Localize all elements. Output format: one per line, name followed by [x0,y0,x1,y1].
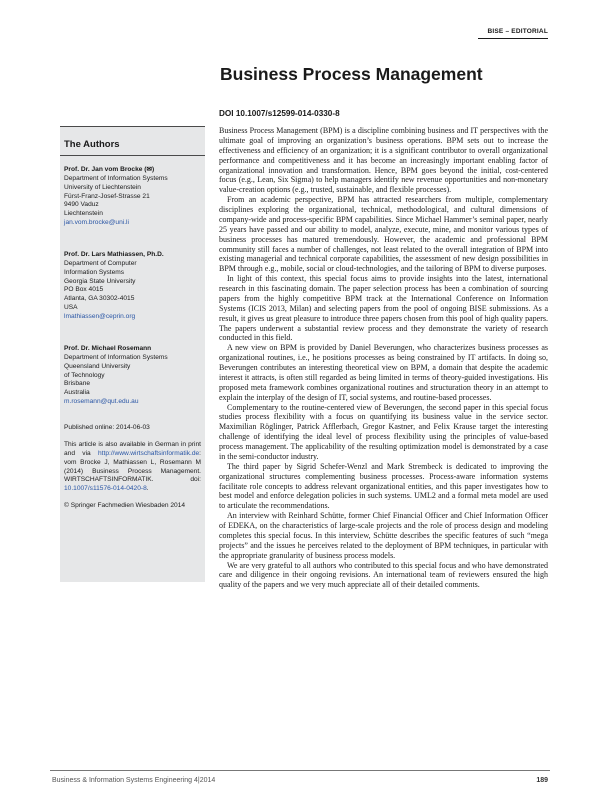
author-affiliation-line: Georgia State University [64,277,136,285]
body-paragraph: A new view on BPM is provided by Daniel Beverungen, who characterizes business processes as organizational routines, i.e., he positions processes as being constrained by IT artifacts. In doing so, Beverungen contributes an interesting theoretical view on BPM, a domain that despite the academic interest it attracts, is often still regarded as being limited in terms of theory-guided investigations. His proposed meta framework combines organizational routines and structuration theory in an attempt to explain the interplay of the design of IT, social systems, and routine-based processes. [219,343,548,402]
author-block [64,345,204,407]
author-affiliation-line: Information Systems [64,268,125,276]
body-paragraph: The third paper by Sigrid Schefer-Wenzl and Mark Strembeck is dedicated to improving the organizational structures complementing business processes. Process-aware information systems facilitate role concepts to address relevant organizational entities, and this paper investigates how to best model and enforce delegation policies in such systems. UML2 and a formal meta model are used to articulate the recommendations. [219,461,548,511]
author-affiliation-line: Department of Computer [64,259,137,267]
body-paragraph: Business Process Management (BPM) is a discipline combining business and IT perspectives with the ultimate goal of improving an organization’s business operations. BPM sets out to increase the effectiveness and efficiency of an organization; it is a significant contributor to overall organizational performance and competitiveness and it has become an increasingly important enabling factor of organizational innovation and transformation. Hence, BPM goes beyond the initial, cost-centered focus (e.g., Lean, Six Sigma) to help managers identify new revenue opportunities and non-monetary value-creation options (e.g., trusted, sustainable, and flexible processes). [219,126,548,195]
authors-sidebar [60,126,205,582]
note-text: This article is also available in German in print and via [64,441,201,457]
author-affiliation-line: Queensland University [64,362,131,370]
wirtschaftsinformatik-link[interactable]: http://www.wirtschaftsinformatik.de [98,449,200,457]
author-affiliation-line: Brisbane [64,380,91,388]
author-block [64,166,204,228]
sidebar-heading-rule [60,155,205,156]
author-affiliation-line: USA [64,304,78,312]
author-affiliation-line: Department of Information Systems [64,353,168,361]
sidebar-heading: The Authors [64,139,120,150]
author-affiliation-line: Fürst-Franz-Josef-Strasse 21 [64,192,150,200]
author-name: Prof. Dr. Michael Rosemann [64,345,152,352]
note-text: : vom Brocke J, Mathiassen L, Rosemann M (2014) Business Process Management. WIRTSCHAFTSINFORMATIK. doi: [64,449,201,484]
article-body [219,126,548,590]
article-doi[interactable]: DOI 10.1007/s12599-014-0330-8 [219,109,340,118]
journal-footer: Business & Information Systems Engineering 4|2014 [52,777,216,784]
section-tag-rule [478,38,548,39]
body-paragraph: Complementary to the routine-centered view of Beverungen, the second paper in this special focus studies process flexibility with a focus on quantifying its business value in the service sector. Maximilian Röglinger, Patrick Afflerbach, Gregor Kastner, and Felix Krause target the interesting challenge of identifying the ideal level of process flexibility using the principles of value-based process management. The applicability of the resulting optimization model is demonstrated by a case in the semi-conductor industry. [219,402,548,461]
author-affiliation-line: PO Box 4015 [64,286,104,294]
author-affiliation-line: Department of Information Systems [64,174,168,182]
author-affiliation-line: Australia [64,389,90,397]
body-paragraph: From an academic perspective, BPM has attracted researchers from multiple, complementary disciplines exploring the organizational, technical, methodological, and cultural dimensions of company-wide and process-specific BPM capabilities. Since Michael Hammer’s seminal paper, nearly 25 years have passed and our ability to model, analyze, execute, mine, and monitor various types of business processes has matured tremendously. However, the academic and professional BPM community still faces a number of challenges, not least related to the overall integration of BPM into existing managerial and technical corporate capabilities, the assessment of new design possibilities in BPM through e.g., mobile, social or cloud-technologies, and the tailoring of BPM to diverse purposes. [219,195,548,274]
body-paragraph: In light of this context, this special focus aims to provide insights into the latest, international research in this fascinating domain. The paper selection process has been a combination of sourcing papers from the highly competitive BPM track at the International Conference on Information Systems (ICIS 2013, Milan) and selecting papers from the pool of ongoing BISE submissions. As a result, it gives us great pleasure to introduce three papers chosen from this pool of high quality papers. The papers underwent a substantial review process and they demonstrate the variety of research conducted in this field. [219,274,548,343]
article-title: Business Process Management [220,64,483,84]
body-paragraph: An interview with Reinhard Schütte, former Chief Financial Officer and Chief Information Officer of EDEKA, on the characteristics of large-scale projects and the role of process design and modeling completes this special focus. In this interview, Schütte describes the specific features of such “mega projects” and the issues he perceives related to the deployment of BPM techniques, in particular with the appropriate granularity of business process models. [219,511,548,560]
author-email-link[interactable]: lmathiassen@ceprin.org [64,312,136,320]
sidebar-top-rule [60,126,205,127]
body-paragraph: We are very grateful to all authors who contributed to this special focus and who have demonstrated care and diligence in their ongoing revisions. An international team of reviewers ensured the high quality of the papers and we very much appreciate all of their detailed comments. [219,560,548,590]
availability-note [64,441,201,494]
author-name: Prof. Dr. Jan vom Brocke (✉) [64,166,155,173]
author-affiliation-line: Liechtenstein [64,210,103,218]
german-doi-link[interactable]: 10.1007/s11576-014-0420-8 [64,485,147,493]
section-tag: BISE – EDITORIAL [487,28,548,35]
page-number: 189 [536,777,548,784]
footer-rule [50,770,550,771]
author-name: Prof. Dr. Lars Mathiassen, Ph.D. [64,251,164,258]
author-email-link[interactable]: jan.vom.brocke@uni.li [64,219,129,227]
copyright-notice: © Springer Fachmedien Wiesbaden 2014 [64,502,186,509]
author-affiliation-line: 9490 Vaduz [64,201,99,209]
author-affiliation-line: Atlanta, GA 30302-4015 [64,295,135,303]
author-affiliation-line: University of Liechtenstein [64,183,141,191]
author-affiliation-line: of Technology [64,371,105,379]
author-block [64,251,204,322]
author-email-link[interactable]: m.rosemann@qut.edu.au [64,398,139,406]
published-date: Published online: 2014-06-03 [64,424,150,431]
note-text: . [146,485,149,493]
